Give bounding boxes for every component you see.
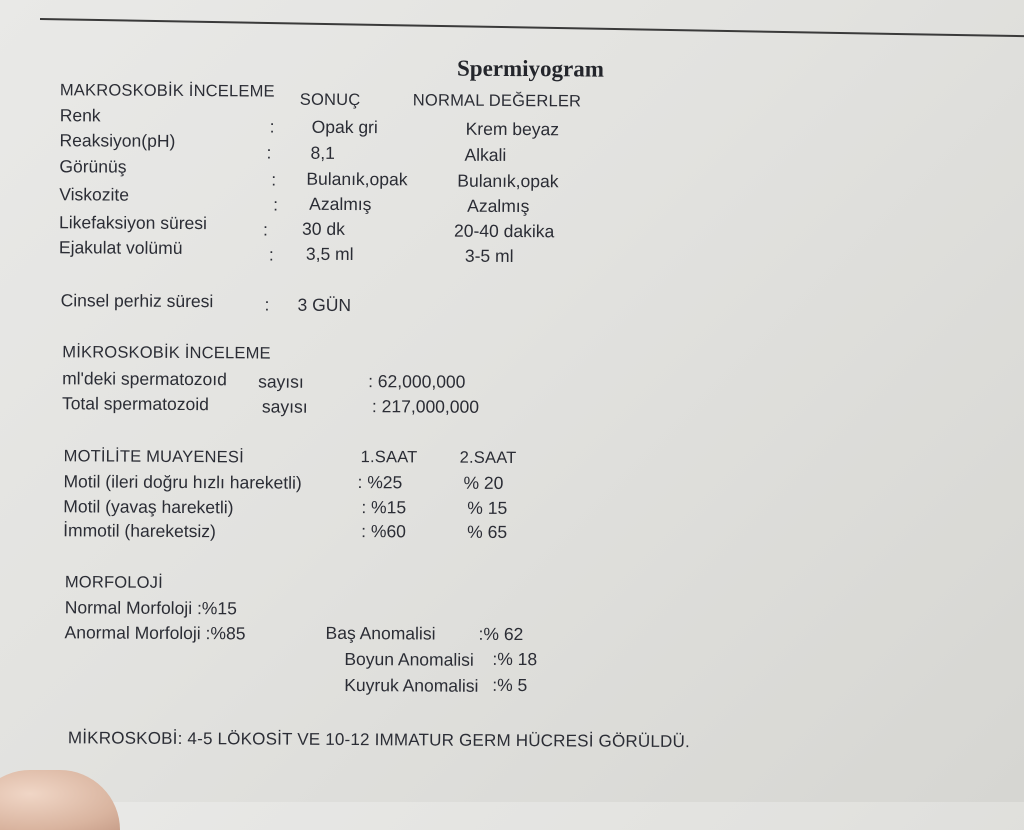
row-label: Görünüş: [59, 156, 127, 177]
microscopy-note: MİKROSKOBİ: 4-5 LÖKOSİT VE 10-12 IMMATUR GERM HÜCRESİ GÖRÜLDÜ.: [67, 728, 690, 752]
row-label: Renk: [59, 105, 101, 126]
abstinence-colon: :: [264, 294, 270, 315]
row-label: Ejakulat volümü: [58, 237, 183, 258]
anomaly-label: Baş Anomalisi: [325, 622, 436, 644]
row-normal: Krem beyaz: [465, 118, 560, 140]
row-colon: :: [266, 142, 272, 163]
row-normal: Bulanık,opak: [457, 170, 559, 192]
anomaly-value: :% 18: [492, 648, 538, 670]
motility-label: Motil (yavaş hareketli): [63, 496, 234, 518]
abstinence-label: Cinsel perhiz süresi: [60, 290, 214, 312]
section-header-morphology: MORFOLOJİ: [64, 573, 163, 592]
motility-hour1: : %15: [361, 497, 407, 518]
abstinence-value: 3 GÜN: [297, 294, 352, 316]
row-colon: :: [268, 244, 274, 265]
count-value: : 62,000,000: [368, 371, 466, 392]
anomaly-label: Kuyruk Anomalisi: [344, 674, 479, 696]
row-result: 8,1: [310, 142, 335, 163]
column-header-hour2: 2.SAAT: [459, 448, 517, 468]
row-colon: :: [271, 169, 277, 190]
anomaly-value: :% 62: [478, 623, 524, 645]
motility-label: İmmotil (hareketsiz): [63, 520, 216, 542]
motility-hour1: : %60: [361, 521, 407, 542]
column-header-hour1: 1.SAAT: [360, 448, 418, 467]
motility-hour1: : %25: [357, 472, 403, 493]
motility-hour2: % 15: [467, 497, 508, 518]
normal-morphology: Normal Morfoloji :%15: [64, 597, 237, 619]
anomaly-label: Boyun Anomalisi: [344, 648, 474, 670]
count-label: ml'deki spermatozoıd: [62, 368, 228, 390]
row-normal: 3-5 ml: [464, 245, 514, 267]
row-result: 30 dk: [301, 218, 345, 239]
count-sub: sayısı: [261, 396, 308, 417]
page-title: Spermiyogram: [456, 55, 605, 82]
count-value: : 217,000,000: [371, 396, 480, 417]
row-result: 3,5 ml: [305, 243, 354, 265]
section-header-motility: MOTİLİTE MUAYENESİ: [63, 447, 244, 467]
anomaly-value: :% 5: [492, 674, 528, 696]
row-normal: 20-40 dakika: [453, 220, 555, 242]
row-colon: :: [262, 219, 268, 240]
row-colon: :: [269, 116, 275, 137]
motility-hour2: % 20: [463, 472, 504, 493]
row-colon: :: [273, 194, 279, 215]
column-header-normal: NORMAL DEĞERLER: [412, 91, 582, 111]
motility-hour2: % 65: [467, 521, 508, 542]
column-header-result: SONUÇ: [299, 90, 361, 110]
row-label: Viskozite: [59, 184, 130, 205]
motility-label: Motil (ileri doğru hızlı hareketli): [63, 471, 302, 493]
section-header-makro: MAKROSKOBİK İNCELEME: [59, 81, 275, 101]
section-header-mikro: MİKROSKOBİK İNCELEME: [62, 343, 271, 363]
row-result: Opak gri: [311, 116, 378, 138]
count-label: Total spermatozoid: [61, 393, 209, 415]
row-label: Reaksiyon(pH): [59, 130, 176, 151]
row-normal: Alkali: [464, 144, 507, 165]
count-sub: sayısı: [258, 371, 304, 392]
row-normal: Azalmış: [467, 195, 530, 217]
abnormal-morphology: Anormal Morfoloji :%85: [64, 622, 246, 644]
row-result: Azalmış: [309, 193, 372, 215]
row-result: Bulanık,opak: [306, 168, 408, 190]
row-label: Likefaksiyon süresi: [59, 212, 208, 234]
